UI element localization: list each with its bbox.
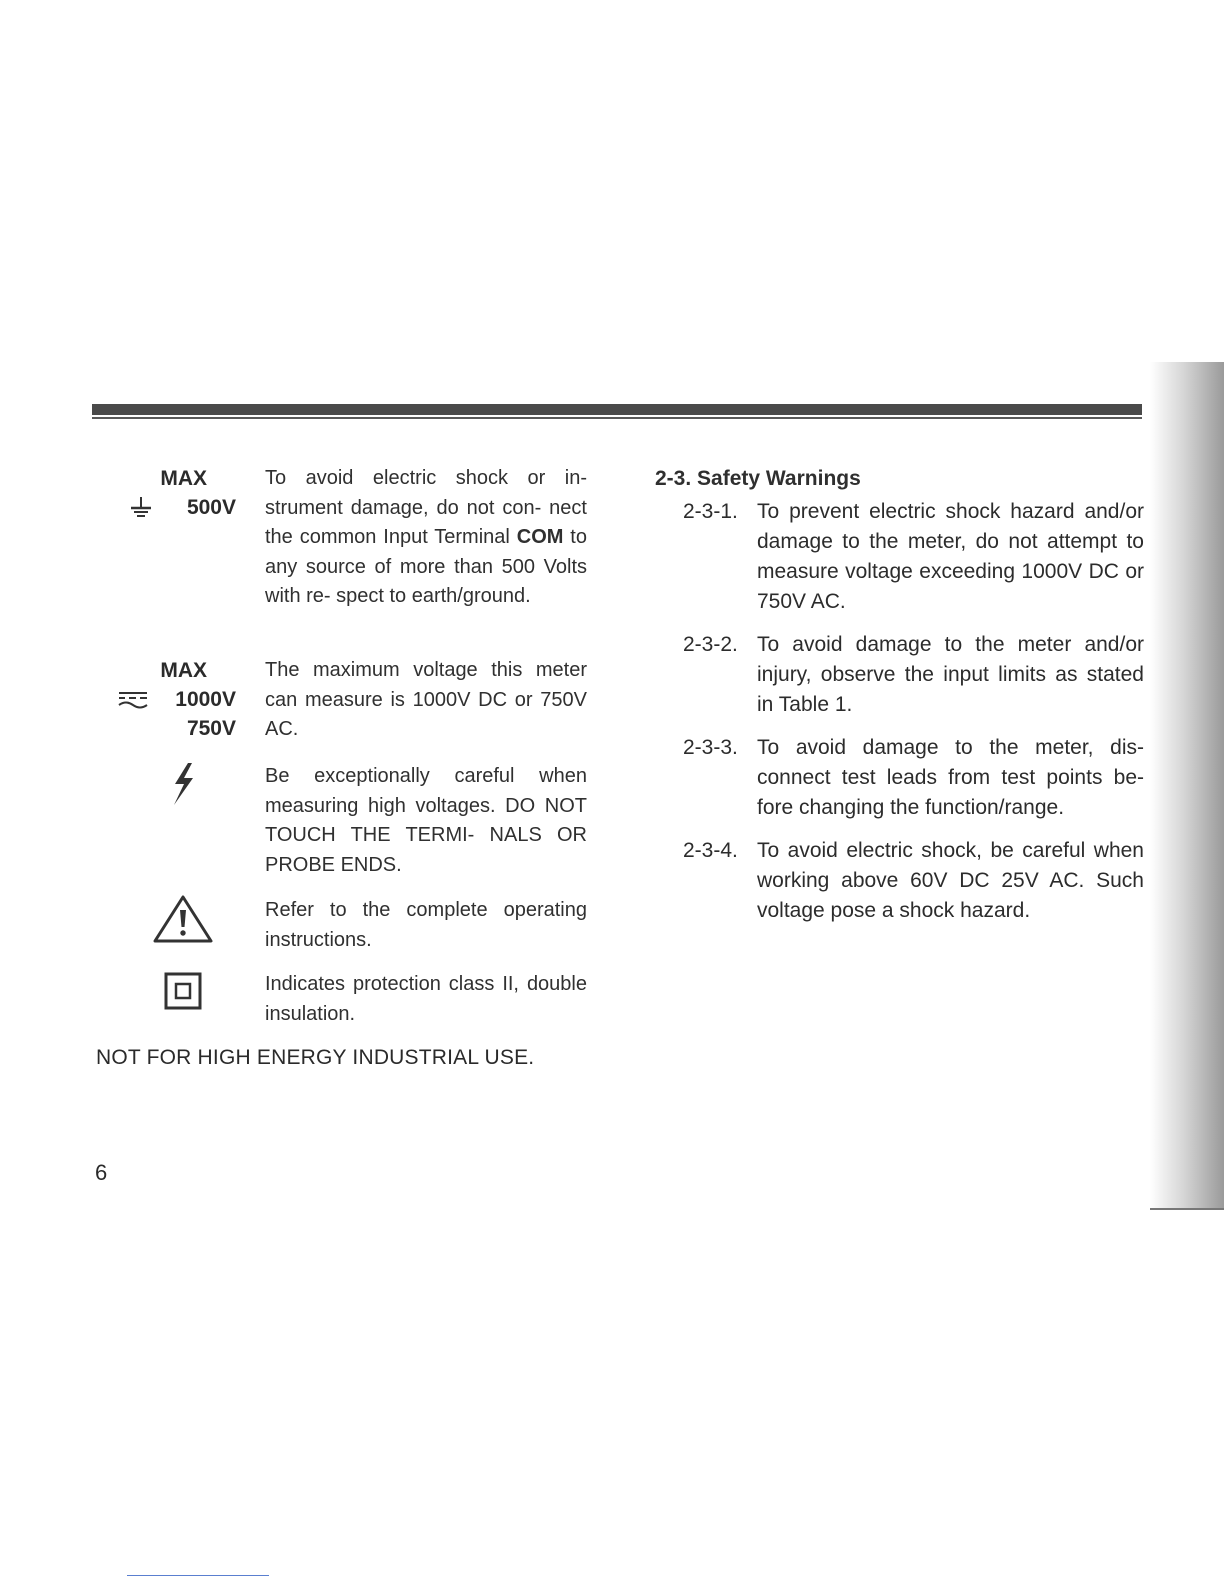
high-voltage-icon xyxy=(170,762,196,806)
warning-text: To avoid damage to the meter, dis- connect test leads from test points be- fore changing the function/range. xyxy=(757,736,1144,819)
symbol-max-500v xyxy=(118,464,236,522)
header-rule-thin xyxy=(92,417,1142,419)
page-edge-line xyxy=(1150,1208,1224,1210)
warning-text: To avoid damage to the meter and/or injury, observe the input limits as stated in Table 1. xyxy=(757,633,1144,716)
warning-item xyxy=(683,630,1144,720)
page-number: 6 xyxy=(95,1160,108,1185)
symbol-max-label: MAX xyxy=(160,659,207,682)
warning-text: To prevent electric shock hazard and/or damage to the meter, do not attempt to measure voltage exceeding 1000V DC or 750V AC. xyxy=(757,500,1144,613)
double-insulation-icon xyxy=(164,972,202,1010)
page-edge-shadow xyxy=(1150,362,1224,1210)
symbol-description: The maximum voltage this meter can measure is 1000V DC or 750V AC. xyxy=(265,659,587,740)
warning-item xyxy=(683,836,1144,926)
warning-triangle-icon xyxy=(152,894,214,944)
symbol-description: Be exceptionally careful when measuring high voltages. DO NOT TOUCH THE TERMI- NALS OR PROBE ENDS. xyxy=(265,765,587,876)
warning-item xyxy=(683,733,1144,823)
dc-ac-icon xyxy=(118,690,148,712)
bottom-line xyxy=(127,1575,269,1576)
warning-text: To avoid electric shock, be careful when working above 60V DC 25V AC. Such voltage pose a shock hazard. xyxy=(757,839,1144,922)
warning-item xyxy=(683,497,1144,617)
warning-number: 2-3-1. xyxy=(683,500,738,523)
symbol-description: To avoid electric shock or in- strument damage, do not con- nect the common Input Terminal COM to any source of more than 500 Volts with re- spect to earth/ground. xyxy=(265,467,587,607)
symbol-max-1000v xyxy=(118,656,236,743)
section-title: 2-3. Safety Warnings xyxy=(655,467,861,490)
footer-note: NOT FOR HIGH ENERGY INDUSTRIAL USE. xyxy=(96,1046,535,1069)
warning-number: 2-3-2. xyxy=(683,633,738,656)
symbol-description: Refer to the complete operating instructions. xyxy=(265,899,587,951)
symbol-500v-label: 500V xyxy=(186,496,236,519)
warning-number: 2-3-4. xyxy=(683,839,738,862)
symbol-description: Indicates protection class II, double insulation. xyxy=(265,973,587,1025)
symbol-1000v-label: 1000V xyxy=(175,688,236,711)
warning-number: 2-3-3. xyxy=(683,736,738,759)
ground-icon xyxy=(130,497,152,519)
symbol-750v-label: 750V xyxy=(186,717,236,740)
symbol-max-label: MAX xyxy=(160,467,207,490)
com-terminal-label: COM xyxy=(516,526,564,548)
header-rule-thick xyxy=(92,404,1142,415)
